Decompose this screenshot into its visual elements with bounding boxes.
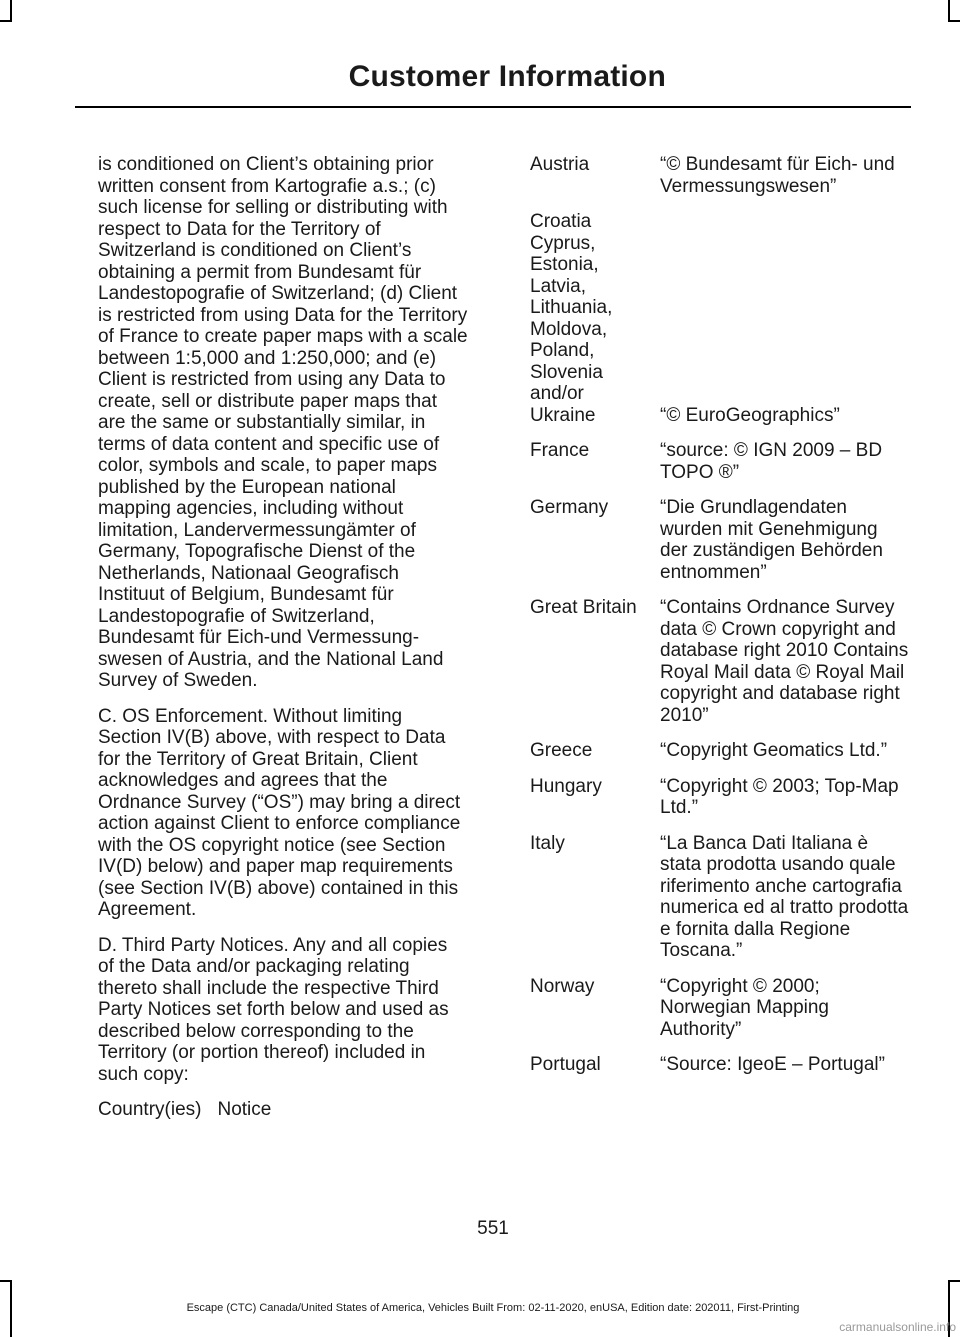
table-row xyxy=(530,776,910,819)
country-cell: Austria xyxy=(530,154,590,175)
paragraph: D. Third Party Notices. Any and all copies of the Data and/or packaging relating thereto shall include the respective Third Party Notices set forth below and used as described below corresponding to the Territory (or portion thereof) included in such copy: xyxy=(98,934,449,1085)
crop-mark xyxy=(0,1280,12,1282)
country-name: Lithuania, xyxy=(530,297,613,318)
country-name: Moldova, xyxy=(530,318,608,340)
header-divider xyxy=(75,106,911,108)
country-name: Slovenia xyxy=(530,361,603,383)
notice-cell: “© Bundesamt für Eich- und Vermessungswesen” xyxy=(660,154,895,197)
country-cell: Portugal xyxy=(530,1054,601,1075)
country-cell: Italy xyxy=(530,832,565,854)
table-header xyxy=(98,1099,468,1121)
left-column xyxy=(98,154,468,1121)
table-row xyxy=(530,211,910,426)
crop-mark xyxy=(948,0,950,20)
country-name: Ukraine xyxy=(530,404,596,426)
footer-edition-text: Escape (CTC) Canada/United States of America, Vehicles Built From: 02-11-2020, enUSA, Edition date: 202011, First-Printing xyxy=(186,1302,800,1314)
notice-cell: “Die Grundlagendaten wurden mit Genehmigung der zuständigen Behörden entnommen” xyxy=(660,497,883,583)
country-name: and/or xyxy=(530,383,584,404)
country-cell: Germany xyxy=(530,497,609,518)
table-row xyxy=(530,833,910,962)
country-cell: France xyxy=(530,440,590,461)
watermark: carmanualsonline.info xyxy=(839,1320,956,1334)
table-row xyxy=(530,976,910,1041)
crop-mark xyxy=(948,20,960,22)
table-row xyxy=(530,154,910,197)
country-cell: Hungary xyxy=(530,775,602,797)
notice-cell: “Copyright © 2003; Top-Map Ltd.” xyxy=(660,775,899,818)
table-header-notice: Notice xyxy=(217,1099,272,1120)
notice-cell: “Contains Ordnance Survey data © Crown copyright and database right 2010 Contains Royal Mail data © Royal Mail copyright and database right 2010” xyxy=(660,597,909,726)
table-row xyxy=(530,1054,910,1076)
notice-cell: “source: © IGN 2009 – BD TOPO ®” xyxy=(660,440,883,483)
country-cell: Great Britain xyxy=(530,597,637,618)
paragraph: C. OS Enforcement. Without limiting Section IV(B) above, with respect to Data for the Territory of Great Britain, Client acknowledges and agrees that the Ordnance Survey (“OS”) may bring a direct action against Client to enforce compliance with the OS copyright notice (see Section IV(D) below) and paper map requirements (see Section IV(B) above) contained in this Agreement. xyxy=(98,705,461,920)
country-cell: Norway xyxy=(530,975,595,997)
table-row xyxy=(530,440,910,483)
notices-table xyxy=(530,154,910,1090)
paragraph: is conditioned on Client’s obtaining prior written consent from Kartografie a.s.; (c) such license for selling or distributing with respect to Data for the Territory of Switzerland is conditioned on Client’s obtaining a permit from Bundesamt für Landestopografie of Switzerland; (d) Client is restricted from using Data for the Territory of France to create paper maps with a scale between 1:5,000 and 1:250,000; and (e) Client is restricted from using any Data to create, sell or distribute paper maps that are the same or substantially similar, in terms of data content and specific use of color, symbols and scale, to paper maps published by the European national mapping agencies, including without limitation, Landervermessungämter of Germany, Topografische Dienst of the Netherlands, Nationaal Geografisch Instituut of Belgium, Bundesamt für Landestopografie of Switzerland, Bundesamt für Eich-und Vermessung-swesen of Austria, and the National Land Survey of Sweden. xyxy=(98,154,468,691)
country-name: Poland, xyxy=(530,340,595,361)
country-name: Latvia, xyxy=(530,275,586,297)
notice-cell: “La Banca Dati Italiana è stata prodotta usando quale riferimento anche cartografia numerica ed al tratto prodotta e fornita dalla Regione Toscana.” xyxy=(660,832,909,961)
crop-mark xyxy=(10,0,12,20)
notice-cell: “© EuroGeographics” xyxy=(660,404,840,426)
table-row xyxy=(530,740,910,762)
notice-cell: “Source: IgeoE – Portugal” xyxy=(660,1054,885,1075)
page-title: Customer Information xyxy=(348,60,666,93)
country-name: Estonia, xyxy=(530,254,599,275)
table-row xyxy=(530,597,910,726)
country-name: Cyprus, xyxy=(530,232,596,254)
notice-cell: “Copyright Geomatics Ltd.” xyxy=(660,740,888,761)
notice-cell: “Copyright © 2000; Norwegian Mapping Authority” xyxy=(660,975,829,1040)
table-row xyxy=(530,497,910,583)
country-cell: Greece xyxy=(530,740,593,761)
country-name: Croatia xyxy=(530,211,592,232)
country-cell xyxy=(530,211,660,426)
crop-mark xyxy=(948,1280,960,1282)
page-number: 551 xyxy=(477,1218,509,1239)
crop-mark xyxy=(0,20,12,22)
table-header-country: Country(ies) xyxy=(98,1099,202,1120)
